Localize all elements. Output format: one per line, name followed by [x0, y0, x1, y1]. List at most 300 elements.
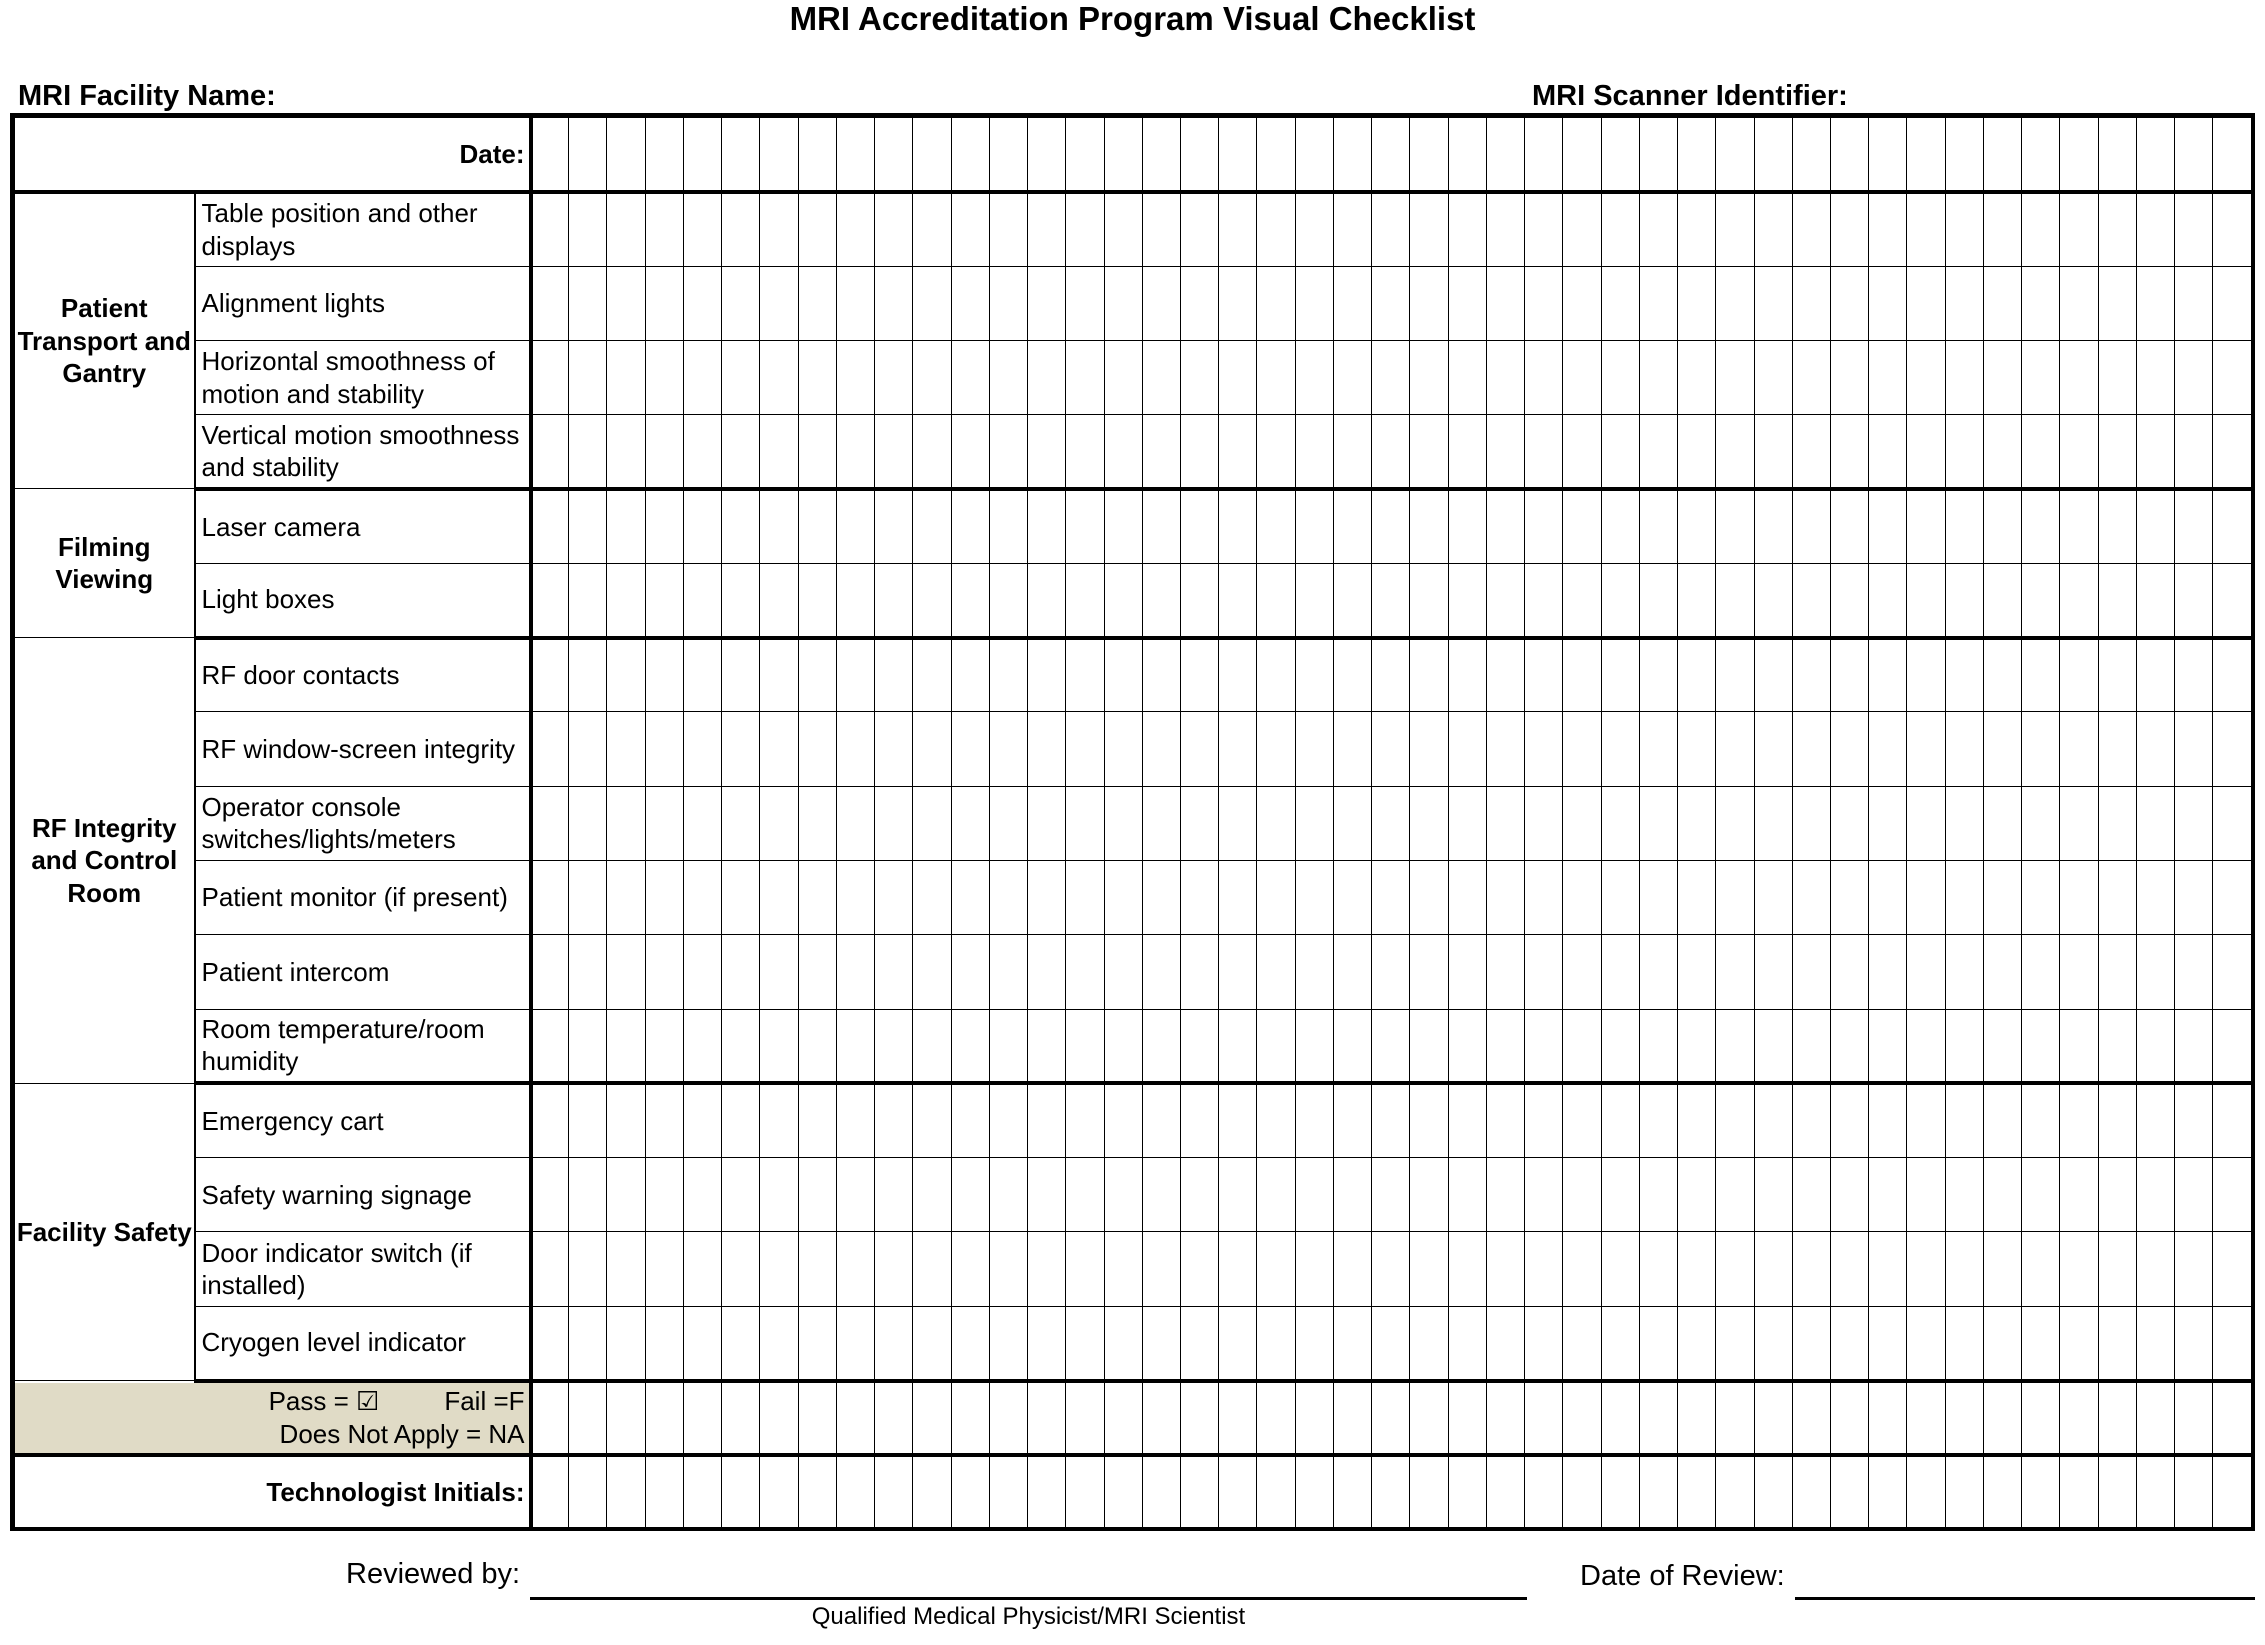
check-cell[interactable] [1601, 1306, 1639, 1380]
check-cell[interactable] [2175, 712, 2213, 786]
check-cell[interactable] [1525, 192, 1563, 266]
check-cell[interactable] [1792, 1083, 1830, 1157]
legend-cell[interactable] [836, 1381, 874, 1455]
check-cell[interactable] [1639, 1306, 1677, 1380]
check-cell[interactable] [1410, 712, 1448, 786]
check-cell[interactable] [1295, 192, 1333, 266]
check-cell[interactable] [798, 415, 836, 489]
check-cell[interactable] [2098, 415, 2136, 489]
check-cell[interactable] [1295, 1158, 1333, 1232]
check-cell[interactable] [1716, 1232, 1754, 1306]
check-cell[interactable] [531, 489, 569, 563]
check-cell[interactable] [722, 489, 760, 563]
check-cell[interactable] [1257, 1158, 1295, 1232]
initials-cell[interactable] [1486, 1455, 1524, 1529]
check-cell[interactable] [607, 1083, 645, 1157]
check-cell[interactable] [1066, 786, 1104, 860]
check-cell[interactable] [2022, 1158, 2060, 1232]
check-cell[interactable] [683, 340, 721, 414]
check-cell[interactable] [1830, 1009, 1868, 1083]
check-cell[interactable] [1333, 1232, 1371, 1306]
initials-cell[interactable] [1181, 1455, 1219, 1529]
check-cell[interactable] [1983, 192, 2021, 266]
check-cell[interactable] [836, 1306, 874, 1380]
check-cell[interactable] [1601, 1009, 1639, 1083]
initials-cell[interactable] [1716, 1455, 1754, 1529]
check-cell[interactable] [1716, 935, 1754, 1009]
check-cell[interactable] [1104, 1232, 1142, 1306]
check-cell[interactable] [683, 1158, 721, 1232]
legend-cell[interactable] [1945, 1381, 1983, 1455]
check-cell[interactable] [1333, 786, 1371, 860]
check-cell[interactable] [2022, 935, 2060, 1009]
check-cell[interactable] [1028, 1009, 1066, 1083]
check-cell[interactable] [2060, 415, 2098, 489]
check-cell[interactable] [989, 712, 1027, 786]
legend-cell[interactable] [2098, 1381, 2136, 1455]
check-cell[interactable] [1142, 1009, 1180, 1083]
check-cell[interactable] [989, 1232, 1027, 1306]
check-cell[interactable] [1983, 860, 2021, 934]
date-cell[interactable] [1563, 118, 1601, 192]
check-cell[interactable] [2098, 489, 2136, 563]
check-cell[interactable] [2175, 638, 2213, 712]
check-cell[interactable] [1639, 935, 1677, 1009]
check-cell[interactable] [1372, 860, 1410, 934]
check-cell[interactable] [1869, 340, 1907, 414]
check-cell[interactable] [1525, 1232, 1563, 1306]
check-cell[interactable] [1104, 489, 1142, 563]
check-cell[interactable] [1945, 415, 1983, 489]
initials-cell[interactable] [836, 1455, 874, 1529]
check-cell[interactable] [683, 1009, 721, 1083]
date-cell[interactable] [2136, 118, 2174, 192]
check-cell[interactable] [1525, 786, 1563, 860]
check-cell[interactable] [1983, 1083, 2021, 1157]
check-cell[interactable] [1601, 1083, 1639, 1157]
check-cell[interactable] [1830, 935, 1868, 1009]
date-cell[interactable] [1830, 118, 1868, 192]
check-cell[interactable] [836, 786, 874, 860]
check-cell[interactable] [1028, 340, 1066, 414]
check-cell[interactable] [2022, 1083, 2060, 1157]
check-cell[interactable] [951, 340, 989, 414]
check-cell[interactable] [1678, 712, 1716, 786]
check-cell[interactable] [1525, 712, 1563, 786]
initials-cell[interactable] [2098, 1455, 2136, 1529]
check-cell[interactable] [1754, 860, 1792, 934]
check-cell[interactable] [2175, 563, 2213, 637]
legend-cell[interactable] [1410, 1381, 1448, 1455]
check-cell[interactable] [2098, 786, 2136, 860]
check-cell[interactable] [1716, 1158, 1754, 1232]
check-cell[interactable] [2213, 489, 2251, 563]
check-cell[interactable] [1333, 563, 1371, 637]
check-cell[interactable] [798, 192, 836, 266]
date-cell[interactable] [1333, 118, 1371, 192]
check-cell[interactable] [645, 563, 683, 637]
check-cell[interactable] [1716, 415, 1754, 489]
check-cell[interactable] [798, 266, 836, 340]
check-cell[interactable] [2022, 563, 2060, 637]
check-cell[interactable] [1678, 266, 1716, 340]
check-cell[interactable] [2136, 1009, 2174, 1083]
check-cell[interactable] [2060, 340, 2098, 414]
check-cell[interactable] [836, 860, 874, 934]
check-cell[interactable] [1830, 1232, 1868, 1306]
check-cell[interactable] [2098, 860, 2136, 934]
check-cell[interactable] [1601, 786, 1639, 860]
check-cell[interactable] [913, 340, 951, 414]
check-cell[interactable] [722, 1306, 760, 1380]
check-cell[interactable] [1563, 489, 1601, 563]
date-cell[interactable] [1678, 118, 1716, 192]
check-cell[interactable] [1410, 638, 1448, 712]
check-cell[interactable] [1486, 935, 1524, 1009]
check-cell[interactable] [836, 340, 874, 414]
check-cell[interactable] [1104, 1009, 1142, 1083]
check-cell[interactable] [569, 1158, 607, 1232]
check-cell[interactable] [875, 563, 913, 637]
check-cell[interactable] [1372, 489, 1410, 563]
check-cell[interactable] [607, 860, 645, 934]
check-cell[interactable] [2098, 1232, 2136, 1306]
date-cell[interactable] [1028, 118, 1066, 192]
check-cell[interactable] [1639, 1158, 1677, 1232]
check-cell[interactable] [1257, 935, 1295, 1009]
check-cell[interactable] [1678, 1158, 1716, 1232]
check-cell[interactable] [1219, 266, 1257, 340]
check-cell[interactable] [1983, 340, 2021, 414]
check-cell[interactable] [989, 489, 1027, 563]
check-cell[interactable] [722, 192, 760, 266]
check-cell[interactable] [645, 935, 683, 1009]
check-cell[interactable] [2060, 712, 2098, 786]
date-cell[interactable] [607, 118, 645, 192]
check-cell[interactable] [951, 712, 989, 786]
check-cell[interactable] [1219, 712, 1257, 786]
check-cell[interactable] [798, 712, 836, 786]
check-cell[interactable] [1219, 1306, 1257, 1380]
check-cell[interactable] [2060, 1158, 2098, 1232]
check-cell[interactable] [1295, 860, 1333, 934]
legend-cell[interactable] [1181, 1381, 1219, 1455]
check-cell[interactable] [1678, 489, 1716, 563]
check-cell[interactable] [875, 712, 913, 786]
check-cell[interactable] [1639, 192, 1677, 266]
legend-cell[interactable] [1486, 1381, 1524, 1455]
check-cell[interactable] [2098, 712, 2136, 786]
check-cell[interactable] [1257, 712, 1295, 786]
check-cell[interactable] [1601, 860, 1639, 934]
check-cell[interactable] [760, 712, 798, 786]
check-cell[interactable] [2136, 860, 2174, 934]
check-cell[interactable] [683, 563, 721, 637]
check-cell[interactable] [1830, 1306, 1868, 1380]
check-cell[interactable] [1716, 638, 1754, 712]
check-cell[interactable] [913, 489, 951, 563]
check-cell[interactable] [1563, 415, 1601, 489]
check-cell[interactable] [1410, 1158, 1448, 1232]
check-cell[interactable] [607, 1009, 645, 1083]
legend-cell[interactable] [1525, 1381, 1563, 1455]
check-cell[interactable] [2060, 563, 2098, 637]
initials-cell[interactable] [2175, 1455, 2213, 1529]
check-cell[interactable] [1639, 415, 1677, 489]
check-cell[interactable] [1983, 1158, 2021, 1232]
check-cell[interactable] [1869, 1232, 1907, 1306]
legend-cell[interactable] [2022, 1381, 2060, 1455]
check-cell[interactable] [1142, 860, 1180, 934]
check-cell[interactable] [1945, 192, 1983, 266]
check-cell[interactable] [760, 563, 798, 637]
date-cell[interactable] [683, 118, 721, 192]
check-cell[interactable] [2136, 638, 2174, 712]
check-cell[interactable] [1754, 712, 1792, 786]
check-cell[interactable] [645, 1158, 683, 1232]
check-cell[interactable] [989, 192, 1027, 266]
check-cell[interactable] [1754, 192, 1792, 266]
check-cell[interactable] [722, 563, 760, 637]
check-cell[interactable] [798, 786, 836, 860]
check-cell[interactable] [2213, 266, 2251, 340]
check-cell[interactable] [2022, 192, 2060, 266]
check-cell[interactable] [798, 1232, 836, 1306]
check-cell[interactable] [2213, 192, 2251, 266]
check-cell[interactable] [760, 860, 798, 934]
check-cell[interactable] [569, 935, 607, 1009]
check-cell[interactable] [1639, 712, 1677, 786]
initials-cell[interactable] [1333, 1455, 1371, 1529]
legend-cell[interactable] [2213, 1381, 2251, 1455]
check-cell[interactable] [645, 489, 683, 563]
check-cell[interactable] [1219, 340, 1257, 414]
date-cell[interactable] [836, 118, 874, 192]
check-cell[interactable] [1639, 340, 1677, 414]
check-cell[interactable] [1372, 712, 1410, 786]
date-cell[interactable] [531, 118, 569, 192]
check-cell[interactable] [683, 489, 721, 563]
check-cell[interactable] [531, 638, 569, 712]
check-cell[interactable] [1333, 266, 1371, 340]
date-cell[interactable] [1372, 118, 1410, 192]
check-cell[interactable] [1372, 563, 1410, 637]
check-cell[interactable] [836, 712, 874, 786]
check-cell[interactable] [645, 1306, 683, 1380]
initials-cell[interactable] [1639, 1455, 1677, 1529]
check-cell[interactable] [1792, 1306, 1830, 1380]
date-cell[interactable] [798, 118, 836, 192]
check-cell[interactable] [951, 192, 989, 266]
check-cell[interactable] [1333, 1158, 1371, 1232]
check-cell[interactable] [1333, 712, 1371, 786]
check-cell[interactable] [2175, 1009, 2213, 1083]
date-cell[interactable] [1448, 118, 1486, 192]
check-cell[interactable] [645, 1083, 683, 1157]
legend-cell[interactable] [1257, 1381, 1295, 1455]
check-cell[interactable] [1219, 415, 1257, 489]
check-cell[interactable] [1333, 1306, 1371, 1380]
check-cell[interactable] [2060, 192, 2098, 266]
check-cell[interactable] [645, 860, 683, 934]
legend-cell[interactable] [989, 1381, 1027, 1455]
legend-cell[interactable] [645, 1381, 683, 1455]
check-cell[interactable] [875, 192, 913, 266]
check-cell[interactable] [1372, 638, 1410, 712]
check-cell[interactable] [645, 638, 683, 712]
check-cell[interactable] [1601, 192, 1639, 266]
check-cell[interactable] [569, 1009, 607, 1083]
check-cell[interactable] [875, 1232, 913, 1306]
check-cell[interactable] [1678, 638, 1716, 712]
check-cell[interactable] [645, 340, 683, 414]
check-cell[interactable] [1333, 415, 1371, 489]
check-cell[interactable] [1601, 712, 1639, 786]
check-cell[interactable] [875, 1009, 913, 1083]
check-cell[interactable] [1066, 860, 1104, 934]
check-cell[interactable] [722, 1083, 760, 1157]
check-cell[interactable] [913, 192, 951, 266]
check-cell[interactable] [1448, 786, 1486, 860]
check-cell[interactable] [2098, 340, 2136, 414]
check-cell[interactable] [989, 1158, 1027, 1232]
check-cell[interactable] [722, 935, 760, 1009]
check-cell[interactable] [1028, 860, 1066, 934]
check-cell[interactable] [875, 786, 913, 860]
initials-cell[interactable] [1792, 1455, 1830, 1529]
initials-cell[interactable] [1601, 1455, 1639, 1529]
check-cell[interactable] [1257, 1083, 1295, 1157]
check-cell[interactable] [1830, 1083, 1868, 1157]
legend-cell[interactable] [1754, 1381, 1792, 1455]
initials-cell[interactable] [1448, 1455, 1486, 1529]
check-cell[interactable] [569, 489, 607, 563]
check-cell[interactable] [607, 935, 645, 1009]
check-cell[interactable] [2022, 1306, 2060, 1380]
initials-cell[interactable] [951, 1455, 989, 1529]
check-cell[interactable] [531, 1232, 569, 1306]
date-cell[interactable] [2175, 118, 2213, 192]
check-cell[interactable] [1219, 192, 1257, 266]
check-cell[interactable] [1448, 192, 1486, 266]
initials-cell[interactable] [722, 1455, 760, 1529]
initials-cell[interactable] [760, 1455, 798, 1529]
check-cell[interactable] [1486, 266, 1524, 340]
legend-cell[interactable] [760, 1381, 798, 1455]
check-cell[interactable] [683, 786, 721, 860]
check-cell[interactable] [722, 786, 760, 860]
initials-cell[interactable] [1907, 1455, 1945, 1529]
check-cell[interactable] [1601, 1158, 1639, 1232]
check-cell[interactable] [875, 860, 913, 934]
check-cell[interactable] [989, 1009, 1027, 1083]
check-cell[interactable] [1945, 712, 1983, 786]
check-cell[interactable] [645, 266, 683, 340]
check-cell[interactable] [1257, 1306, 1295, 1380]
check-cell[interactable] [1333, 489, 1371, 563]
check-cell[interactable] [1525, 340, 1563, 414]
check-cell[interactable] [1104, 638, 1142, 712]
legend-cell[interactable] [569, 1381, 607, 1455]
check-cell[interactable] [531, 563, 569, 637]
check-cell[interactable] [1257, 563, 1295, 637]
check-cell[interactable] [1372, 1083, 1410, 1157]
check-cell[interactable] [1945, 1009, 1983, 1083]
check-cell[interactable] [531, 1158, 569, 1232]
initials-cell[interactable] [607, 1455, 645, 1529]
check-cell[interactable] [2098, 1009, 2136, 1083]
check-cell[interactable] [1983, 1232, 2021, 1306]
check-cell[interactable] [1219, 1083, 1257, 1157]
check-cell[interactable] [2022, 860, 2060, 934]
check-cell[interactable] [1678, 563, 1716, 637]
date-cell[interactable] [2213, 118, 2251, 192]
check-cell[interactable] [2022, 266, 2060, 340]
check-cell[interactable] [607, 415, 645, 489]
check-cell[interactable] [683, 266, 721, 340]
check-cell[interactable] [989, 935, 1027, 1009]
check-cell[interactable] [683, 935, 721, 1009]
check-cell[interactable] [1678, 192, 1716, 266]
check-cell[interactable] [1257, 489, 1295, 563]
check-cell[interactable] [607, 489, 645, 563]
check-cell[interactable] [1448, 1083, 1486, 1157]
check-cell[interactable] [1601, 489, 1639, 563]
check-cell[interactable] [1372, 1232, 1410, 1306]
date-cell[interactable] [1716, 118, 1754, 192]
check-cell[interactable] [1372, 192, 1410, 266]
check-cell[interactable] [1792, 1009, 1830, 1083]
check-cell[interactable] [1678, 935, 1716, 1009]
check-cell[interactable] [836, 266, 874, 340]
check-cell[interactable] [1639, 638, 1677, 712]
check-cell[interactable] [2022, 489, 2060, 563]
check-cell[interactable] [2022, 712, 2060, 786]
check-cell[interactable] [1907, 786, 1945, 860]
check-cell[interactable] [1563, 712, 1601, 786]
initials-cell[interactable] [645, 1455, 683, 1529]
check-cell[interactable] [1219, 563, 1257, 637]
check-cell[interactable] [1945, 489, 1983, 563]
check-cell[interactable] [2213, 1232, 2251, 1306]
check-cell[interactable] [2213, 712, 2251, 786]
check-cell[interactable] [760, 1158, 798, 1232]
check-cell[interactable] [913, 1158, 951, 1232]
check-cell[interactable] [2136, 415, 2174, 489]
check-cell[interactable] [1142, 1083, 1180, 1157]
check-cell[interactable] [1486, 563, 1524, 637]
check-cell[interactable] [1792, 860, 1830, 934]
check-cell[interactable] [836, 1232, 874, 1306]
check-cell[interactable] [2136, 1083, 2174, 1157]
check-cell[interactable] [1142, 1306, 1180, 1380]
check-cell[interactable] [1028, 266, 1066, 340]
check-cell[interactable] [2022, 638, 2060, 712]
check-cell[interactable] [1066, 415, 1104, 489]
legend-cell[interactable] [951, 1381, 989, 1455]
check-cell[interactable] [1601, 340, 1639, 414]
check-cell[interactable] [989, 1083, 1027, 1157]
check-cell[interactable] [1028, 1306, 1066, 1380]
check-cell[interactable] [1983, 786, 2021, 860]
check-cell[interactable] [1066, 1232, 1104, 1306]
check-cell[interactable] [913, 415, 951, 489]
check-cell[interactable] [1754, 786, 1792, 860]
check-cell[interactable] [836, 935, 874, 1009]
check-cell[interactable] [1486, 1232, 1524, 1306]
check-cell[interactable] [1181, 415, 1219, 489]
check-cell[interactable] [1028, 489, 1066, 563]
